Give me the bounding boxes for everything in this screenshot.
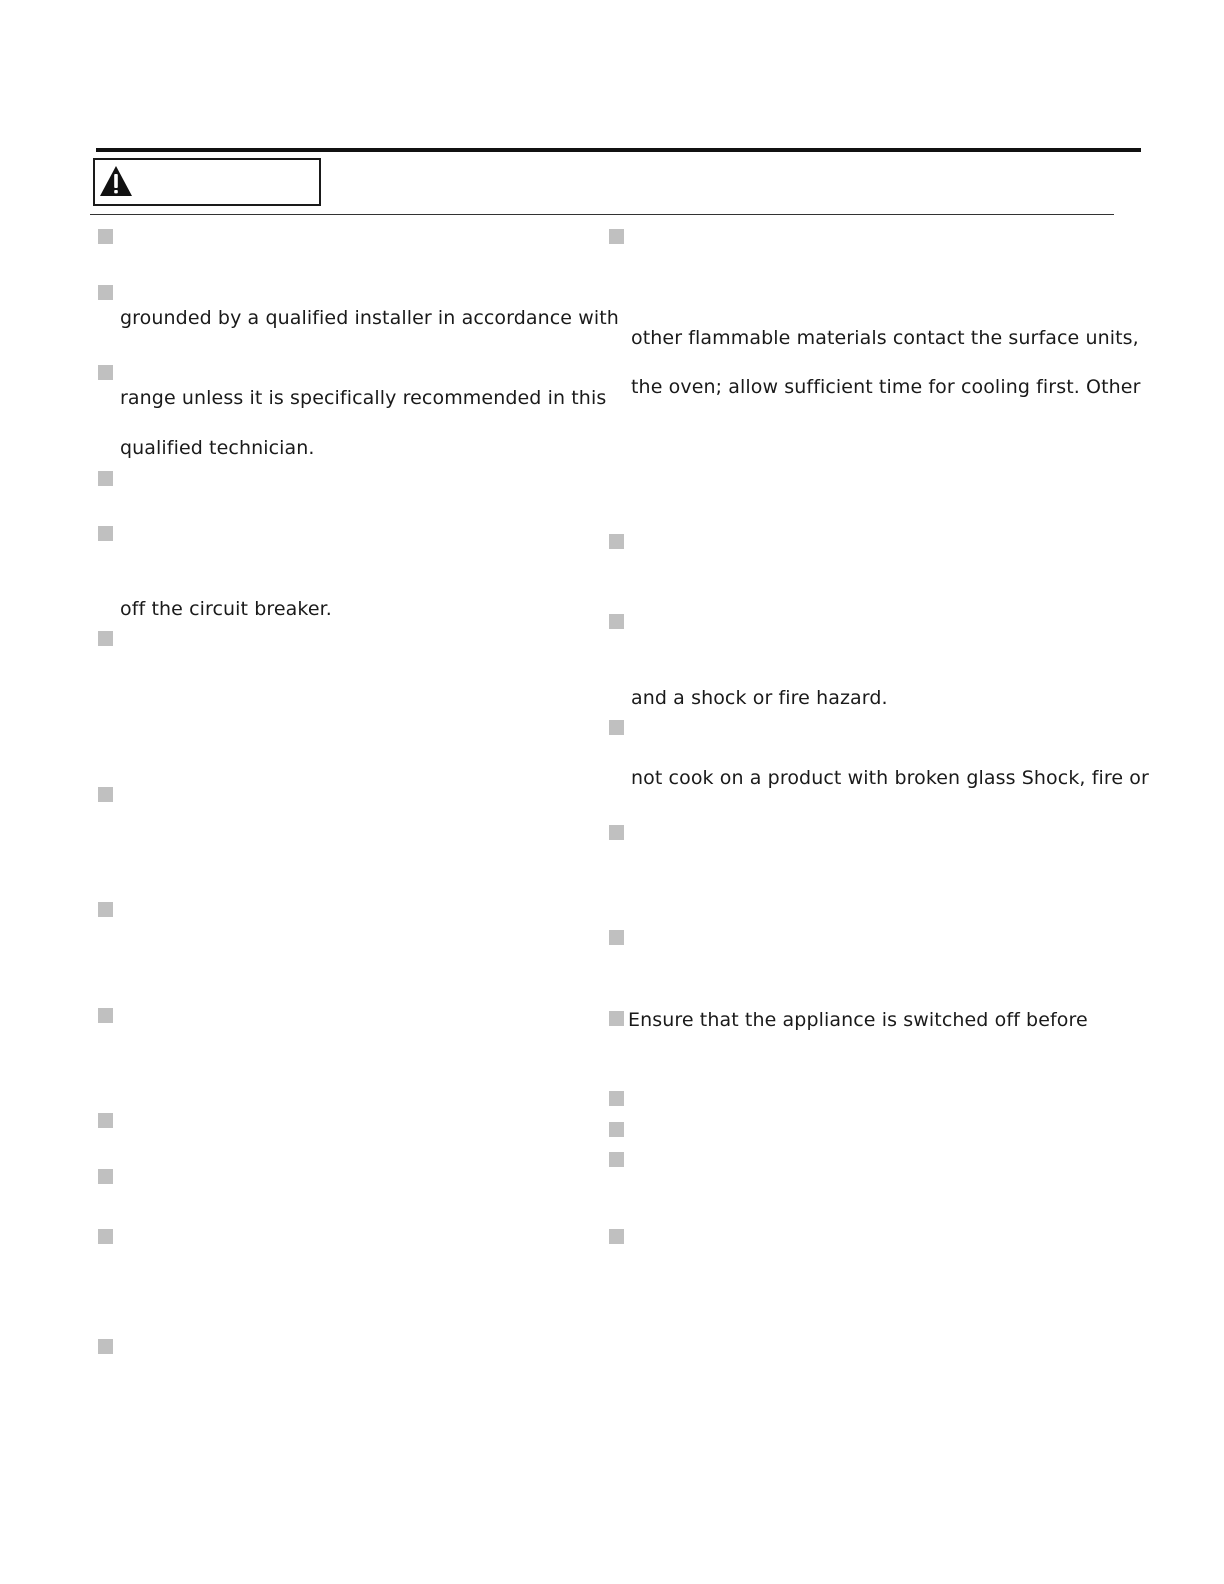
bullet-marker	[98, 631, 113, 646]
warning-triangle-icon	[99, 165, 133, 197]
bullet-marker	[609, 1091, 624, 1106]
bullet-marker	[609, 1152, 624, 1167]
bullet-marker	[98, 1169, 113, 1184]
bullet-marker	[609, 1011, 624, 1026]
section-divider	[90, 214, 1114, 215]
right-text-line: not cook on a product with broken glass Shock, fire or	[631, 767, 1149, 789]
bullet-marker	[98, 1339, 113, 1354]
bullet-marker	[609, 229, 624, 244]
bullet-marker	[98, 1008, 113, 1023]
bullet-marker	[98, 902, 113, 917]
header-rule	[96, 148, 1141, 152]
right-text-line: other flammable materials contact the surface units,	[631, 327, 1139, 349]
left-text-line: grounded by a qualified installer in accordance with	[120, 307, 619, 329]
bullet-marker	[609, 825, 624, 840]
bullet-marker	[98, 471, 113, 486]
bullet-marker	[609, 930, 624, 945]
bullet-marker	[98, 1229, 113, 1244]
bullet-marker	[609, 720, 624, 735]
bullet-marker	[98, 526, 113, 541]
left-text-line: range unless it is specifically recommended in this	[120, 387, 607, 409]
bullet-marker	[98, 1113, 113, 1128]
bullet-marker	[98, 365, 113, 380]
warning-header-box	[93, 158, 321, 206]
right-text-line: and a shock or fire hazard.	[631, 687, 888, 709]
left-text-line: qualified technician.	[120, 437, 315, 459]
left-text-line: off the circuit breaker.	[120, 598, 332, 620]
bullet-marker	[98, 787, 113, 802]
right-text-line: Ensure that the appliance is switched off before	[628, 1009, 1088, 1031]
bullet-marker	[609, 1229, 624, 1244]
right-text-line: the oven; allow sufficient time for cooling first. Other	[631, 376, 1141, 398]
bullet-marker	[609, 614, 624, 629]
bullet-marker	[98, 285, 113, 300]
bullet-marker	[609, 534, 624, 549]
bullet-marker	[98, 229, 113, 244]
bullet-marker	[609, 1122, 624, 1137]
